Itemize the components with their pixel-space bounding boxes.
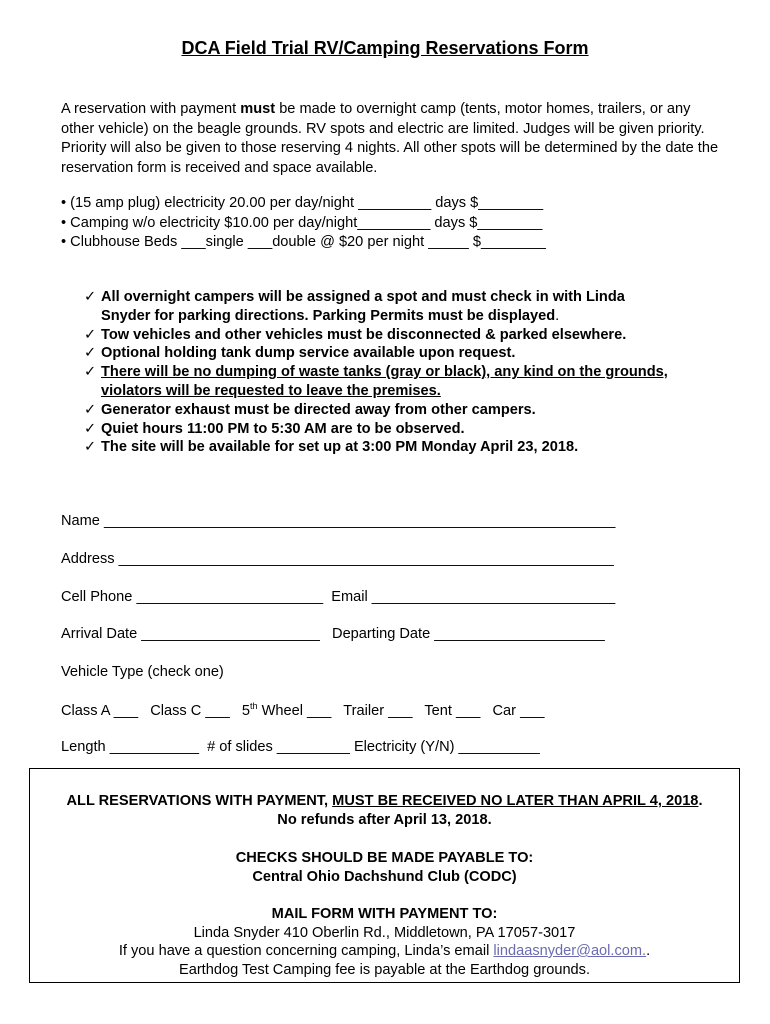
cell-phone-field[interactable]: Cell Phone _______________________ <box>61 589 324 605</box>
rule-1-period: . <box>555 307 560 324</box>
form-title: DCA Field Trial RV/Camping Reservations Form <box>181 38 589 58</box>
address-field[interactable]: Address _____________________________________________________________ <box>61 551 614 567</box>
rule-dump-service <box>84 344 724 363</box>
vehicle-type-label: Vehicle Type (check one) <box>61 664 224 680</box>
vehicle-ordinal-sup: th <box>250 701 258 711</box>
payment-info-box <box>29 768 740 983</box>
rule-4-line-2: violators will be requested to leave the premises. <box>101 382 441 399</box>
contact-row <box>61 589 615 605</box>
checkmark-icon: ✓ <box>84 289 97 305</box>
name-field[interactable]: Name _______________________________________________________________ <box>61 513 616 529</box>
departing-date-field[interactable]: Departing Date _____________________ <box>332 626 605 642</box>
checkmark-icon: ✓ <box>84 420 97 437</box>
intro-bold-must: must <box>240 101 276 117</box>
vehicle-type-options[interactable] <box>61 701 544 719</box>
fee-camping: • Camping w/o electricity $10.00 per day/night_________ days $________ <box>61 214 543 231</box>
checkmark-icon: ✓ <box>84 326 97 343</box>
email-contact-period: . <box>646 943 651 959</box>
rule-7-text: The site will be available for set up at 3:00 PM Monday April 23, 2018. <box>101 439 579 456</box>
earthdog-note: Earthdog Test Camping fee is payable at the Earthdog grounds. <box>178 962 591 978</box>
rule-quiet-hours <box>84 420 724 439</box>
checkmark-icon: ✓ <box>84 439 97 456</box>
arrival-date-field[interactable]: Arrival Date ______________________ <box>61 626 320 642</box>
intro-text-end: be made to overnight camp (tents, motor homes, trailers, or any other vehicle) on the beagle grounds. RV spots and electric are limited. Judges will be given priority. Priority will also be given to those reserving 4 nights. All other spots will be determined by the date the reservation form is received and space available. <box>61 101 719 176</box>
checks-payable-heading: CHECKS SHOULD BE MADE PAYABLE TO: <box>235 850 534 866</box>
deadline-text-a: ALL RESERVATIONS WITH PAYMENT, <box>66 793 333 809</box>
intro-text-start: A reservation with payment <box>61 101 241 117</box>
rule-setup-date <box>84 438 724 457</box>
rule-6-text: Quiet hours 11:00 PM to 5:30 AM are to be observed. <box>101 420 465 437</box>
intro-paragraph <box>61 100 721 178</box>
fee-electricity: • (15 amp plug) electricity 20.00 per day/night _________ days $________ <box>61 195 544 211</box>
checkmark-icon: ✓ <box>84 364 97 381</box>
email-contact-text: If you have a question concerning camping, Linda’s email <box>118 943 494 959</box>
rule-check-in <box>84 288 724 326</box>
email-field[interactable]: Email ______________________________ <box>331 589 616 605</box>
checkmark-icon: ✓ <box>84 401 97 418</box>
rule-generator <box>84 401 724 420</box>
mailing-address: Linda Snyder 410 Oberlin Rd., Middletown, PA 17057-3017 <box>193 925 576 941</box>
checkmark-icon: ✓ <box>84 345 97 362</box>
refund-line: No refunds after April 13, 2018. <box>277 812 492 828</box>
deadline-text-b: MUST BE RECEIVED NO LATER THAN APRIL 4, 2018 <box>332 793 699 809</box>
rule-1-line-2: Snyder for parking directions. Parking Permits must be displayed <box>101 307 556 324</box>
club-name: Central Ohio Dachshund Club (CODC) <box>252 869 517 885</box>
deadline-text-c: . <box>698 793 703 809</box>
rule-2-text: Tow vehicles and other vehicles must be disconnected & parked elsewhere. <box>101 326 627 343</box>
email-link[interactable]: lindaasnyder@aol.com. <box>493 943 647 959</box>
rule-5-text: Generator exhaust must be directed away from other campers. <box>101 401 536 418</box>
vehicle-options-part-1: Class A ___ Class C ___ 5 <box>61 703 251 719</box>
deadline-line <box>30 793 739 809</box>
rule-tow-vehicles <box>84 326 724 345</box>
dates-row <box>61 626 605 642</box>
rule-3-text: Optional holding tank dump service available upon request. <box>101 345 516 362</box>
rule-no-dumping <box>84 363 724 401</box>
rule-1-line-1: All overnight campers will be assigned a spot and must check in with Linda <box>101 289 625 305</box>
rules-list <box>84 288 724 457</box>
vehicle-details-row[interactable]: Length ___________ # of slides _________ Electricity (Y/N) __________ <box>61 739 540 755</box>
rule-4-line-1: There will be no dumping of waste tanks (gray or black), any kind on the grounds, <box>101 364 668 381</box>
vehicle-options-part-2: Wheel ___ Trailer ___ Tent ___ Car ___ <box>257 703 545 719</box>
fee-clubhouse-beds: • Clubhouse Beds ___single ___double @ $20 per night _____ $________ <box>61 234 546 250</box>
fee-list <box>61 194 546 253</box>
mail-heading: MAIL FORM WITH PAYMENT TO: <box>271 906 498 922</box>
email-contact-line <box>30 943 739 959</box>
